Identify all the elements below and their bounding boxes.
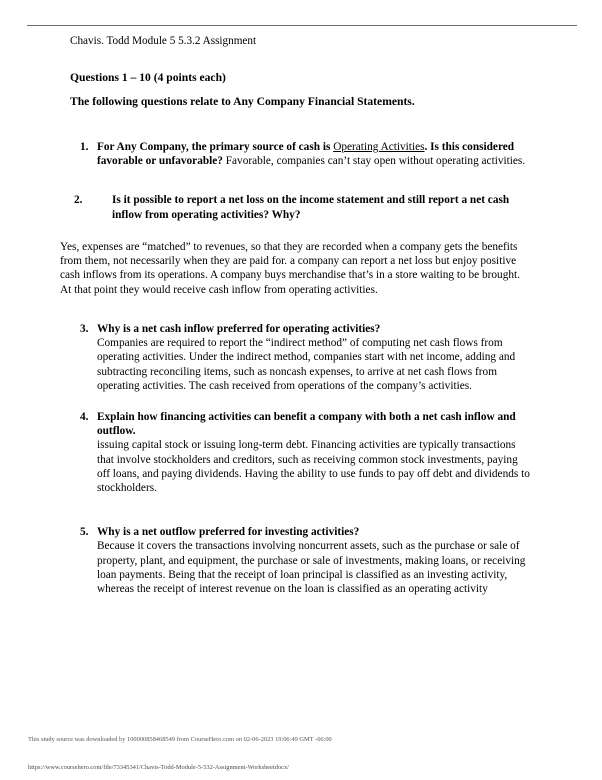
question-1-stem-before: For Any Company, the primary source of cash is	[97, 141, 334, 153]
question-5-answer: Because it covers the transactions involving noncurrent assets, such as the purchase or sale of property, plant, and equipment, the purchase or sale of investments, making loans, or receiving loan payments. Being that the receipt of loan principal is classified as an investing activity, whereas the receipt of interest revenue on the loan is classified as an operating activity	[97, 540, 526, 596]
question-5-number: 5.	[80, 526, 89, 539]
question-2-answer: Yes, expenses are “matched” to revenues, so that they are recorded when a company gets the benefits from them, not necessarily when they are paid for. a company can report a net loss but enjoy positive cash inflows from its operations. A company buys merchandise that’s in a store waiting to be brought. At that point they would receive cash inflow from operating activities.	[60, 240, 520, 296]
download-watermark: This study source was downloaded by 100000858468549 from CourseHero.com on 02-06-2023 19:06:49 GMT -06:00	[28, 736, 332, 743]
intro-heading: The following questions relate to Any Company Financial Statements.	[70, 95, 415, 108]
question-4-stem: Explain how financing activities can benefit a company with both a net cash inflow and outflow.	[97, 411, 516, 438]
document-body	[60, 34, 530, 596]
question-4-number: 4.	[80, 411, 89, 424]
question-4-answer: issuing capital stock or issuing long-term debt. Financing activities are typically transactions that involve stockholders and creditors, such as receiving common stock investments, paying off loans, and paying dividends. Having the ability to use funds to pay off debt and dividends to stockholders.	[97, 439, 530, 495]
question-2-stem: Is it possible to report a net loss on the income statement and still report a net cash inflow from operating activities? Why?	[112, 194, 510, 221]
question-1-answer: Favorable, companies can’t stay open without operating activities.	[222, 155, 526, 168]
question-1-stem-after: . Is this considered favorable or unfavorable?	[97, 141, 515, 168]
questions-heading: Questions 1 – 10 (4 points each)	[70, 71, 226, 84]
question-3-number: 3.	[80, 323, 89, 335]
document-header-line: Chavis. Todd Module 5 5.3.2 Assignment	[70, 35, 257, 47]
question-5	[70, 525, 530, 596]
question-5-stem: Why is a net outflow preferred for investing activities?	[97, 526, 360, 539]
question-3-answer: Companies are required to report the “indirect method” of computing net cash flows from operating activities. Under the indirect method, companies start with net income, adding and subtracting reconciling items, such as noncash expenses, to arrive at net cash flows from operating activities. The cash received from operations of the company’s activities.	[97, 337, 516, 392]
header-divider	[27, 25, 577, 26]
question-1-number: 1.	[80, 141, 89, 153]
source-url[interactable]: https://www.coursehero.com/file/73345341/Chavis-Todd-Module-5-532-Assignment-Worksheetdocx/	[28, 764, 289, 771]
question-2-number: 2.	[74, 194, 83, 207]
question-3	[70, 322, 530, 393]
question-1-stem-underlined: Operating Activities	[333, 141, 425, 153]
question-4	[70, 410, 530, 495]
question-3-stem: Why is a net cash inflow preferred for operating activities?	[97, 323, 381, 335]
question-1	[70, 140, 530, 168]
question-2	[67, 193, 530, 221]
